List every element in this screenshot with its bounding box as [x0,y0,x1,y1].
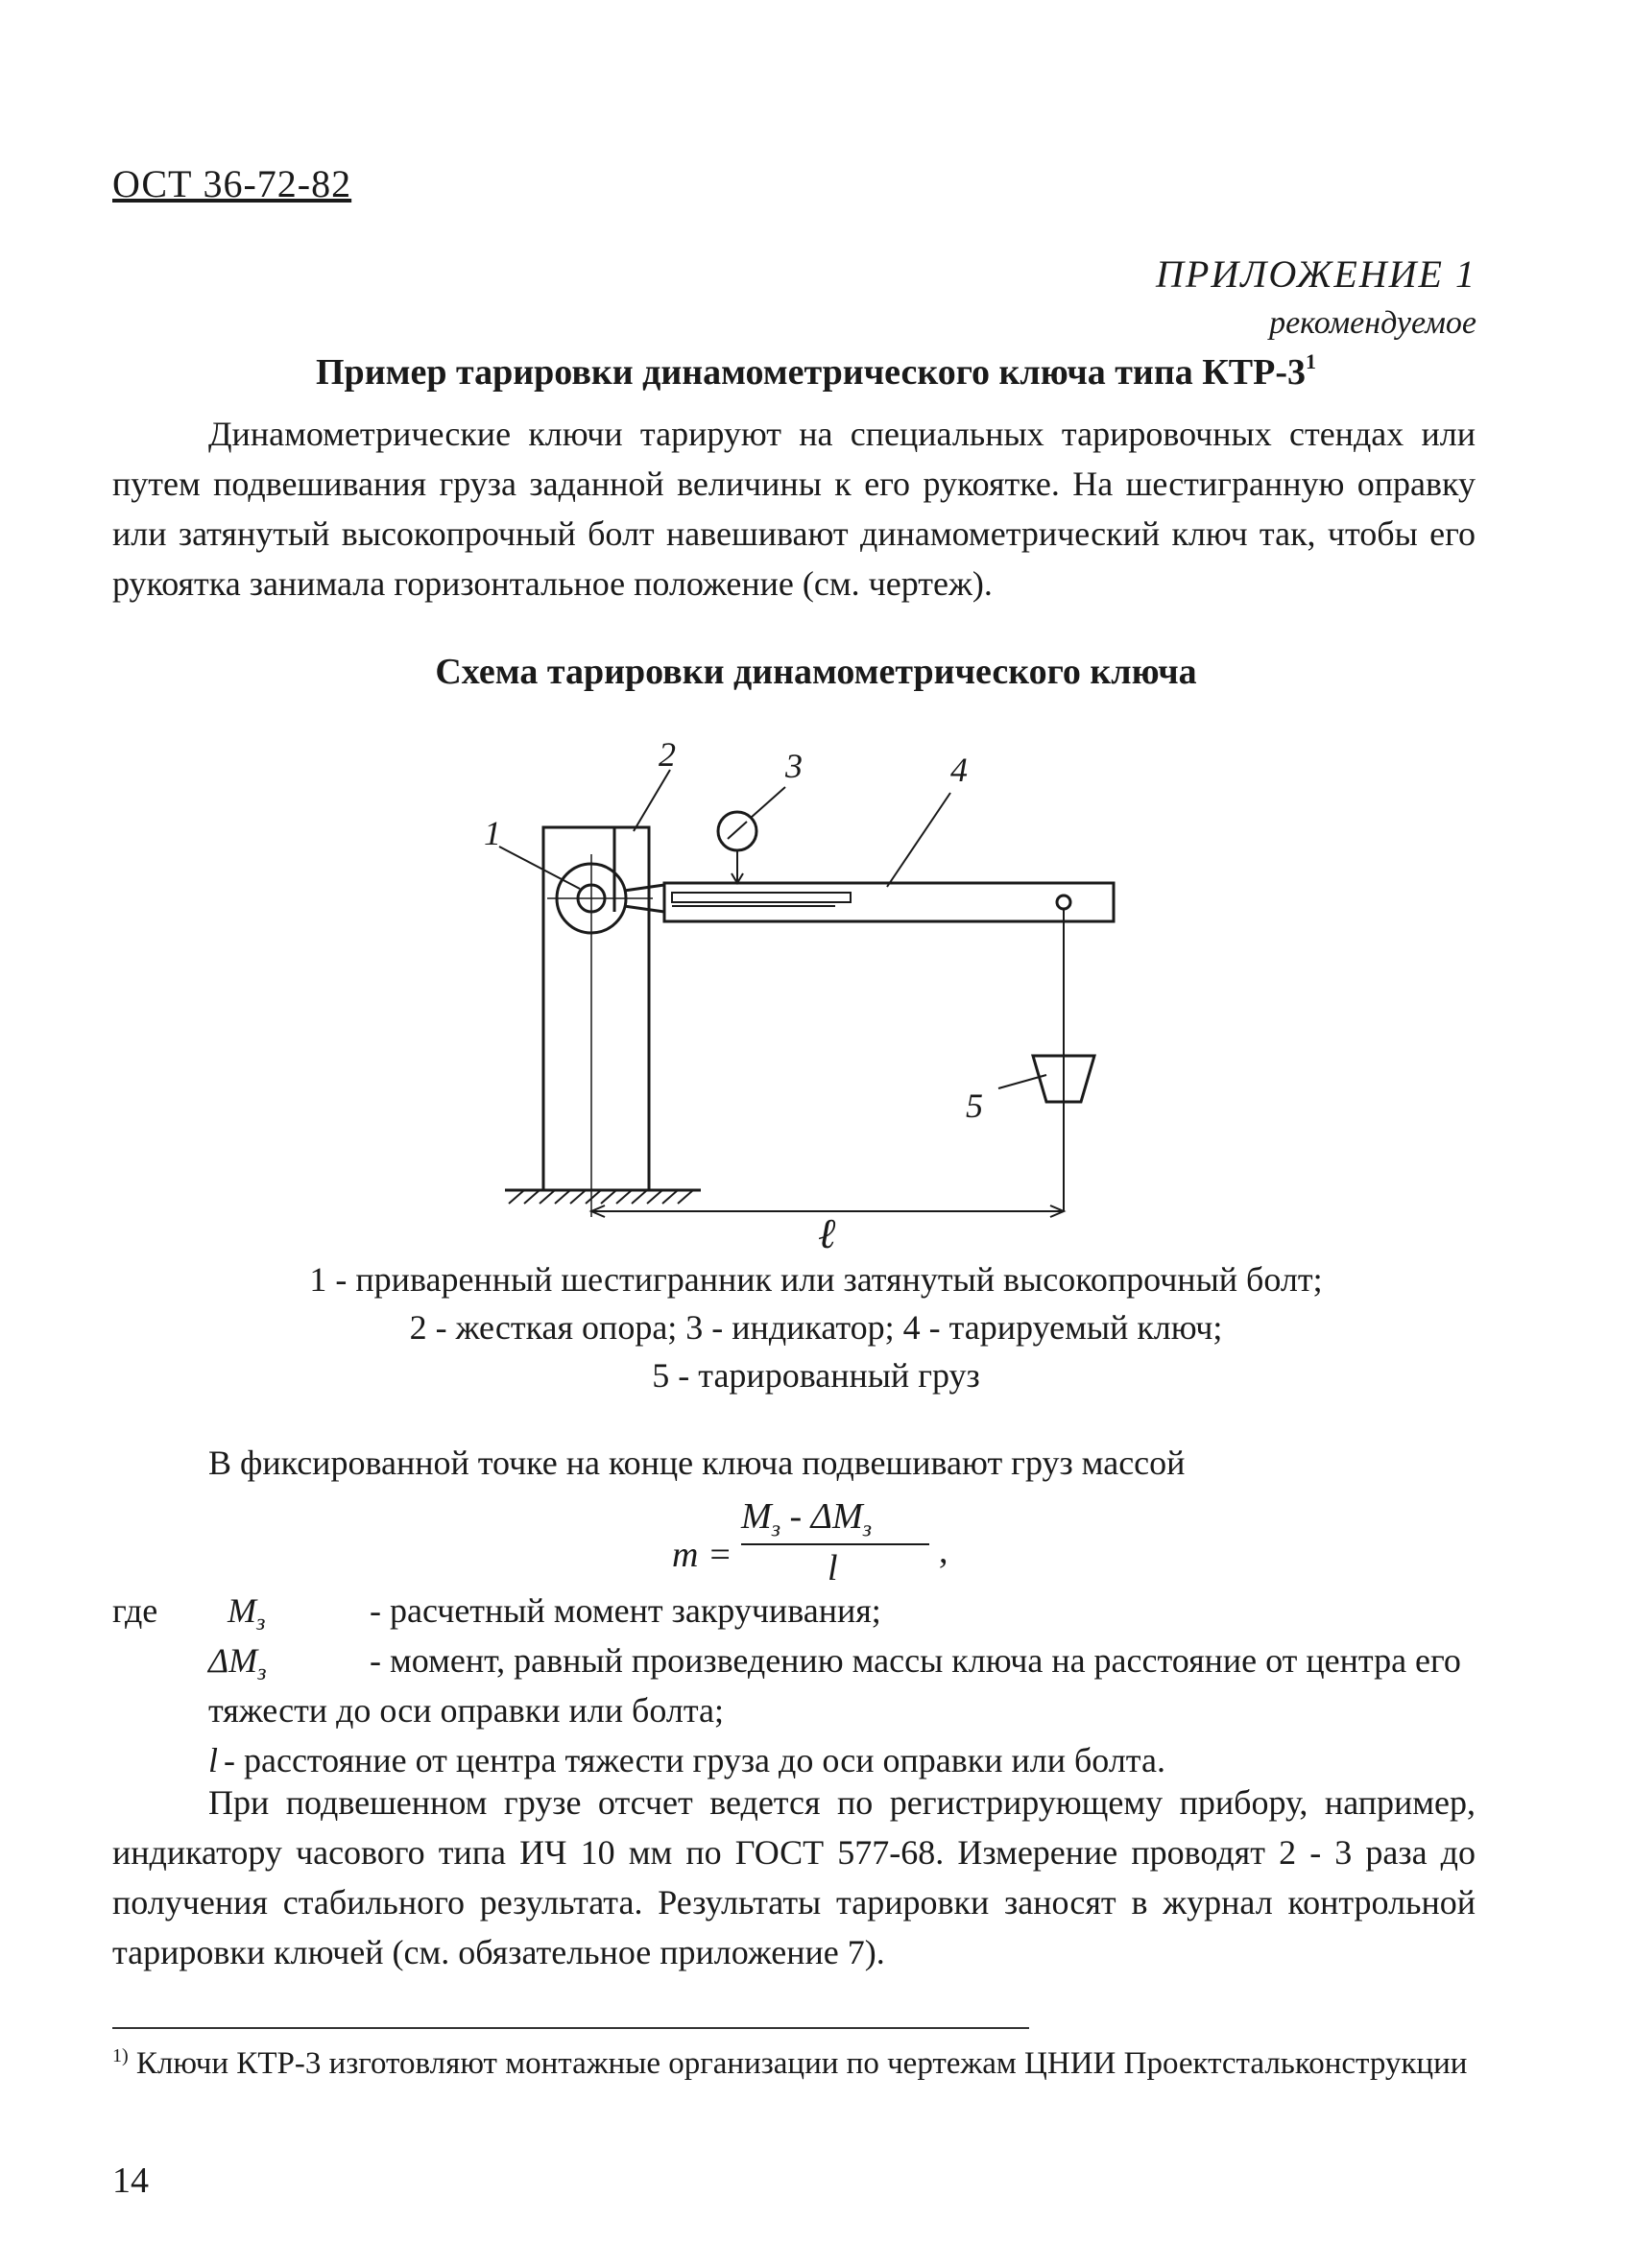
dimension-label: ℓ [818,1210,836,1257]
where-item-2 [112,1635,1485,1735]
formula-numerator-sub: з [771,1516,781,1542]
where-symbol-2-text: ΔM [208,1641,258,1680]
label-5: 5 [966,1086,983,1125]
legend-line-3: 5 - тарированный груз [652,1356,980,1395]
footnote-separator [112,2027,1029,2029]
formula-trail: , [939,1531,948,1571]
label-2: 2 [659,735,676,774]
page-number: 14 [112,2161,149,2201]
where-symbol-1-sub: з [256,1611,266,1636]
measure-paragraph: При подвешенном грузе отсчет ведется по регистрирующему прибору, например, индикатору часового типа ИЧ 10 мм по ГОСТ 577-68. Измерение проводят 2 - 3 раза до получения стабильного результата. Результаты тарировки заносят в журнал контрольной тарировки ключей (см. обязательное приложение 7). [112,1783,1476,1971]
label-3: 3 [785,747,803,785]
leader-2 [634,770,670,831]
formula-minus-sub: з [862,1516,873,1542]
where-text-1: - расчетный момент закручивания; [370,1591,881,1630]
title-footnote-mark: 1 [1306,349,1316,373]
formula-denominator: l [828,1548,838,1588]
footnote-text: Ключи КТР-3 изготовляют монтажные организации по чертежам ЦНИИ Проектстальконструкции [135,2046,1468,2081]
leader-3 [751,787,785,818]
appendix-status: рекомендуемое [1269,305,1476,341]
ground-hatch [509,1190,693,1204]
where-item-1 [112,1586,1485,1635]
where-symbol-1-text: M [228,1591,256,1630]
fraction-bar [741,1543,929,1545]
where-symbol-2-sub: з [257,1660,267,1686]
where-word: где [112,1591,158,1630]
document-code: ОСТ 36-72-82 [112,162,352,205]
formula-lhs: m = [672,1535,732,1575]
figure-caption: Схема тарировки динамометрического ключа [435,652,1197,692]
suspension-point [1057,895,1070,909]
legend-line-2: 2 - жесткая опора; 3 - индикатор; 4 - тарируемый ключ; [409,1308,1223,1347]
leader-4 [887,793,950,887]
formula-numerator [741,1495,872,1543]
label-1: 1 [484,814,501,852]
page-title-text: Пример тарировки динамометрического ключа типа КТР-3 [316,352,1306,393]
where-text-2: - момент, равный произведению массы ключа на расстояние от центра его тяжести до оси оправки или болта; [208,1641,1461,1730]
leader-1 [499,847,580,889]
rigid-support [543,827,649,1190]
where-symbol-3: l [208,1741,219,1779]
formula-minus-term: - ΔM [780,1496,863,1537]
intro-paragraph: Динамометрические ключи тарируют на специальных тарировочных стендах или путем подвешивания груза заданной величины к его рукоятке. На шестигранную оправку или затянутый высокопрочный болт навешивают динамометрический ключ так, чтобы его рукоятка занимала горизонтальное положение (см. чертеж). [112,415,1476,603]
footnote [112,2033,1476,2087]
label-4: 4 [950,751,968,789]
where-block [112,1586,1485,1785]
formula-numerator-symbol: M [741,1496,772,1537]
appendix-title: ПРИЛОЖЕНИЕ 1 [1156,252,1476,296]
footnote-mark: 1) [112,2045,129,2066]
formula-intro: В фиксированной точке на конце ключа подвешивают груз массой [208,1444,1186,1482]
where-text-3: - расстояние от центра тяжести груза до оси оправки или болта. [224,1741,1165,1779]
legend-line-1: 1 - приваренный шестигранник или затянутый высокопрочный болт; [309,1260,1323,1299]
